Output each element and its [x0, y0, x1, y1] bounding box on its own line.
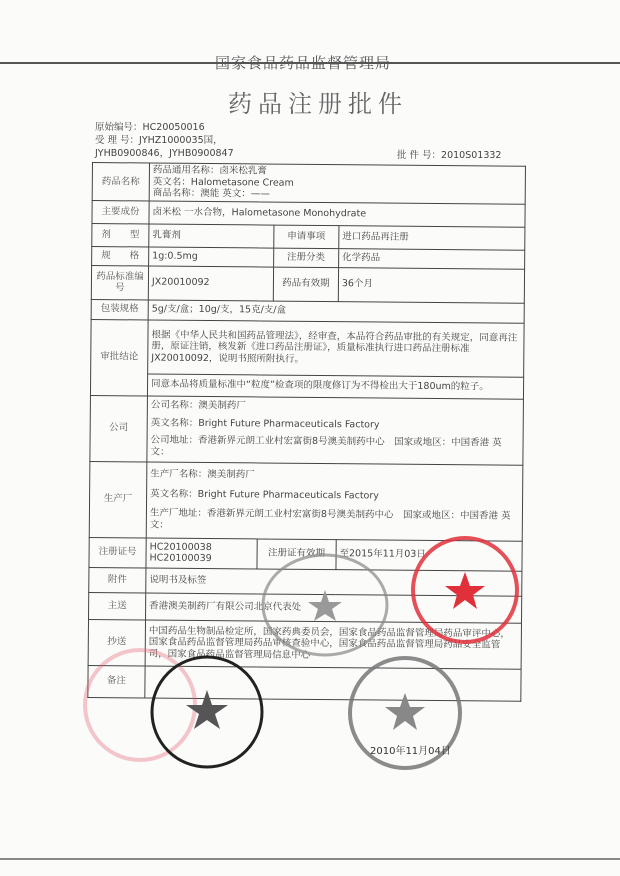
- row-cc: 抄送 中国药品生物制品检定所，国家药典委员会，国家食品药品监督管理局药品审评中心，国家食品药品监督管理局药品审核查验中心，国家食品药品监督管理局药品安全监管司，国家食品药品监督管理局信息中心: [88, 619, 521, 669]
- accept-no: 受 理 号：JYHZ1000035国，: [95, 135, 223, 146]
- document-title: 药品注册批件: [228, 90, 408, 118]
- row-spec: 规 格 1g:0.5mg 注册分类 化学药品: [92, 246, 525, 269]
- row-manufacturer: 生产厂 生产厂名称：澳美制药厂 英文名称：Bright Future Pharmaceuticals Factory 生产厂地址：香港新界元朗工业村宏富街8号澳美制药中心 国家或地区：中国香港 英文：: [89, 461, 523, 541]
- issue-date: 2010年11月04日: [370, 746, 451, 757]
- row-dosage: 剂 型 乳膏剂 申请事项 进口药品再注册: [92, 223, 525, 250]
- approval-no: 批 件 号：2010S01332: [397, 150, 502, 161]
- row-main-to: 主送 香港澳美制药厂有限公司北京代表处: [89, 592, 522, 623]
- accept-no-2: JYHB0900846，JYHB0900847: [95, 148, 234, 159]
- row-conclusion: 审批结论 根据《中华人民共和国药品管理法》，经审查，本品符合药品审批的有关规定，同意再注册，原证注销，核发新《进口药品注册证》，质量标准执行进口药品注册标准JX20010092，说明书照所附执行。: [91, 319, 524, 377]
- row-company: 公司 公司名称：澳美制药厂 英文名称：Bright Future Pharmaceuticals Factory 公司地址：香港新界元朗工业村宏富街8号澳美制药中心 国家或地区：中国香港 英文：: [90, 395, 524, 465]
- row-package: 包装规格 5g/支/盒；10g/支，15克/支/盒: [91, 299, 524, 323]
- row-ingredient: 主要成份 卤米松 一水合物，Halometasone Monohydrate: [92, 200, 525, 227]
- agency-name: 国家食品药品监督管理局: [215, 54, 392, 72]
- row-name: 药品名称 药品通用名称：卤米松乳膏 英文名：Halometasone Cream 商品名称：澳能 英文：——: [92, 163, 525, 204]
- approval-table: 药品名称 药品通用名称：卤米松乳膏 英文名：Halometasone Cream 商品名称：澳能 英文：—— 主要成份 卤米松 一水合物，Halometasone Monohydrate 剂 型 乳膏剂 申请事项 进口药品再注册 规 格 1g:0.5mg 注册分类 化学药品 药品标准编号 JX20010092 药品有效期 36个月 包装规格 5g/支/盒；10g/支，15克/支/盒 审批结论 根据《中华人民共和国药品管理法》，经审查，本品符合药品审批的有关规定，同意再注册，原证注销，核发新《进口药品注册证》，质量标准执行进口药品注册标准JX20010092，说明书照所附执行。 同意本品将质量标准中“粒度”检查项的限度修订为不得检出大于180um的粒子。 公司 公司名称：澳美制药厂 英文名称：Bright Future Pharmaceuticals Factory 公司地址：香港新界元朗工业村宏富街8号澳美制药中心 国家或地区：中国香港 英文： 生产厂 生产厂名称：澳美制药厂 英文名称：Bright Future Pharmaceuticals Factory 生产厂地址：香港新界元朗工业村宏富街8号澳美制药中心 国家或地区：中国香港 英文： 注册证号 HC20100038 HC20100039 注册证有效期 至2015年11月03日 附件 说明书及标签 主送 香港澳美制药厂有限公司北京代表处 抄送 中国药品生物制品检定所，国家药典委员会，国家食品药品监督管理局药品审评中心，国家食品药品监督管理局药品审核查验中心，国家食品药品监督管理局药品安全监管司，国家食品药品监督管理局信息中心 备注: [87, 162, 526, 701]
- footer-rule: [0, 858, 620, 860]
- row-standard: 药品标准编号 JX20010092 药品有效期 36个月: [91, 265, 524, 303]
- row-remark: 备注: [88, 665, 521, 701]
- row-attachment: 附件 说明书及标签: [89, 567, 522, 596]
- row-cert: 注册证号 HC20100038 HC20100039 注册证有效期 至2015年11月03日: [89, 537, 522, 571]
- original-no: 原始编号：HC20050016: [95, 122, 205, 133]
